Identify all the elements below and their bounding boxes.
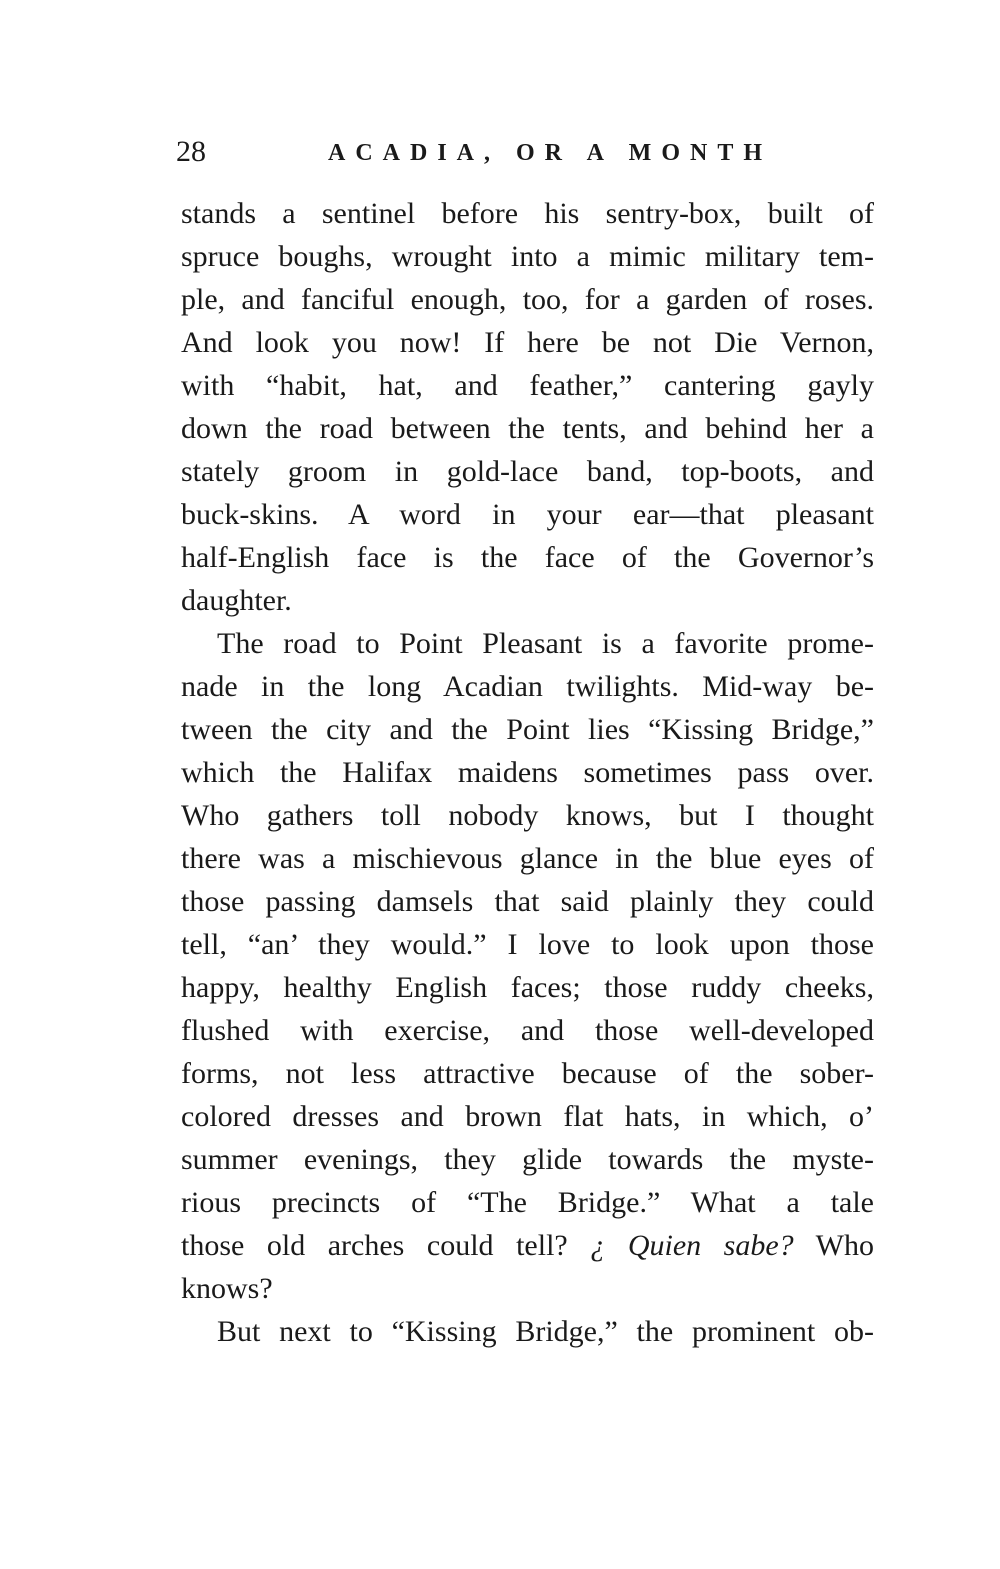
running-title: ACADIA, OR A MONTH <box>328 140 773 166</box>
text-line: rious precincts of “The Bridge.” What a tale <box>181 1186 874 1219</box>
text-line: nade in the long Acadian twilights. Mid-way be- <box>181 670 874 703</box>
text-line: buck-skins. A word in your ear—that pleasant <box>181 498 874 531</box>
text-line-with-italic <box>181 1224 874 1267</box>
text-line: summer evenings, they glide towards the myste- <box>181 1143 874 1176</box>
text-line: knows? <box>181 1272 273 1305</box>
italic-phrase: ¿ Quien sabe? <box>590 1229 794 1262</box>
text-line: forms, not less attractive because of the sober- <box>181 1057 874 1090</box>
text-line: The road to Point Pleasant is a favorite prome- <box>217 627 874 660</box>
text-line: there was a mischievous glance in the blue eyes of <box>181 842 874 875</box>
text-line: flushed with exercise, and those well-developed <box>181 1014 874 1047</box>
running-head <box>176 134 876 174</box>
text-line: tell, “an’ they would.” I love to look upon those <box>181 928 874 961</box>
text-line: And look you now! If here be not Die Vernon, <box>181 326 874 359</box>
text-line: daughter. <box>181 584 292 617</box>
text-line: half-English face is the face of the Governor’s <box>181 541 874 574</box>
body-text <box>181 192 874 1353</box>
text-line: Who gathers toll nobody knows, but I thought <box>181 799 874 832</box>
text-fragment: Who <box>815 1229 874 1262</box>
page-number: 28 <box>176 135 206 168</box>
text-line: down the road between the tents, and behind her a <box>181 412 874 445</box>
text-line: stately groom in gold-lace band, top-boots, and <box>181 455 874 488</box>
text-line: spruce boughs, wrought into a mimic military tem- <box>181 240 874 273</box>
text-line: which the Halifax maidens sometimes pass over. <box>181 756 874 789</box>
text-line: ple, and fanciful enough, too, for a garden of roses. <box>181 283 874 316</box>
text-line: with “habit, hat, and feather,” cantering gayly <box>181 369 874 402</box>
text-line: those passing damsels that said plainly they could <box>181 885 874 918</box>
text-line: tween the city and the Point lies “Kissing Bridge,” <box>181 713 874 746</box>
text-fragment: those old arches could tell? <box>181 1229 568 1262</box>
text-line: stands a sentinel before his sentry-box, built of <box>181 197 874 230</box>
text-line: colored dresses and brown flat hats, in which, o’ <box>181 1100 874 1133</box>
text-line: But next to “Kissing Bridge,” the prominent ob- <box>217 1315 874 1348</box>
text-line: happy, healthy English faces; those ruddy cheeks, <box>181 971 874 1004</box>
